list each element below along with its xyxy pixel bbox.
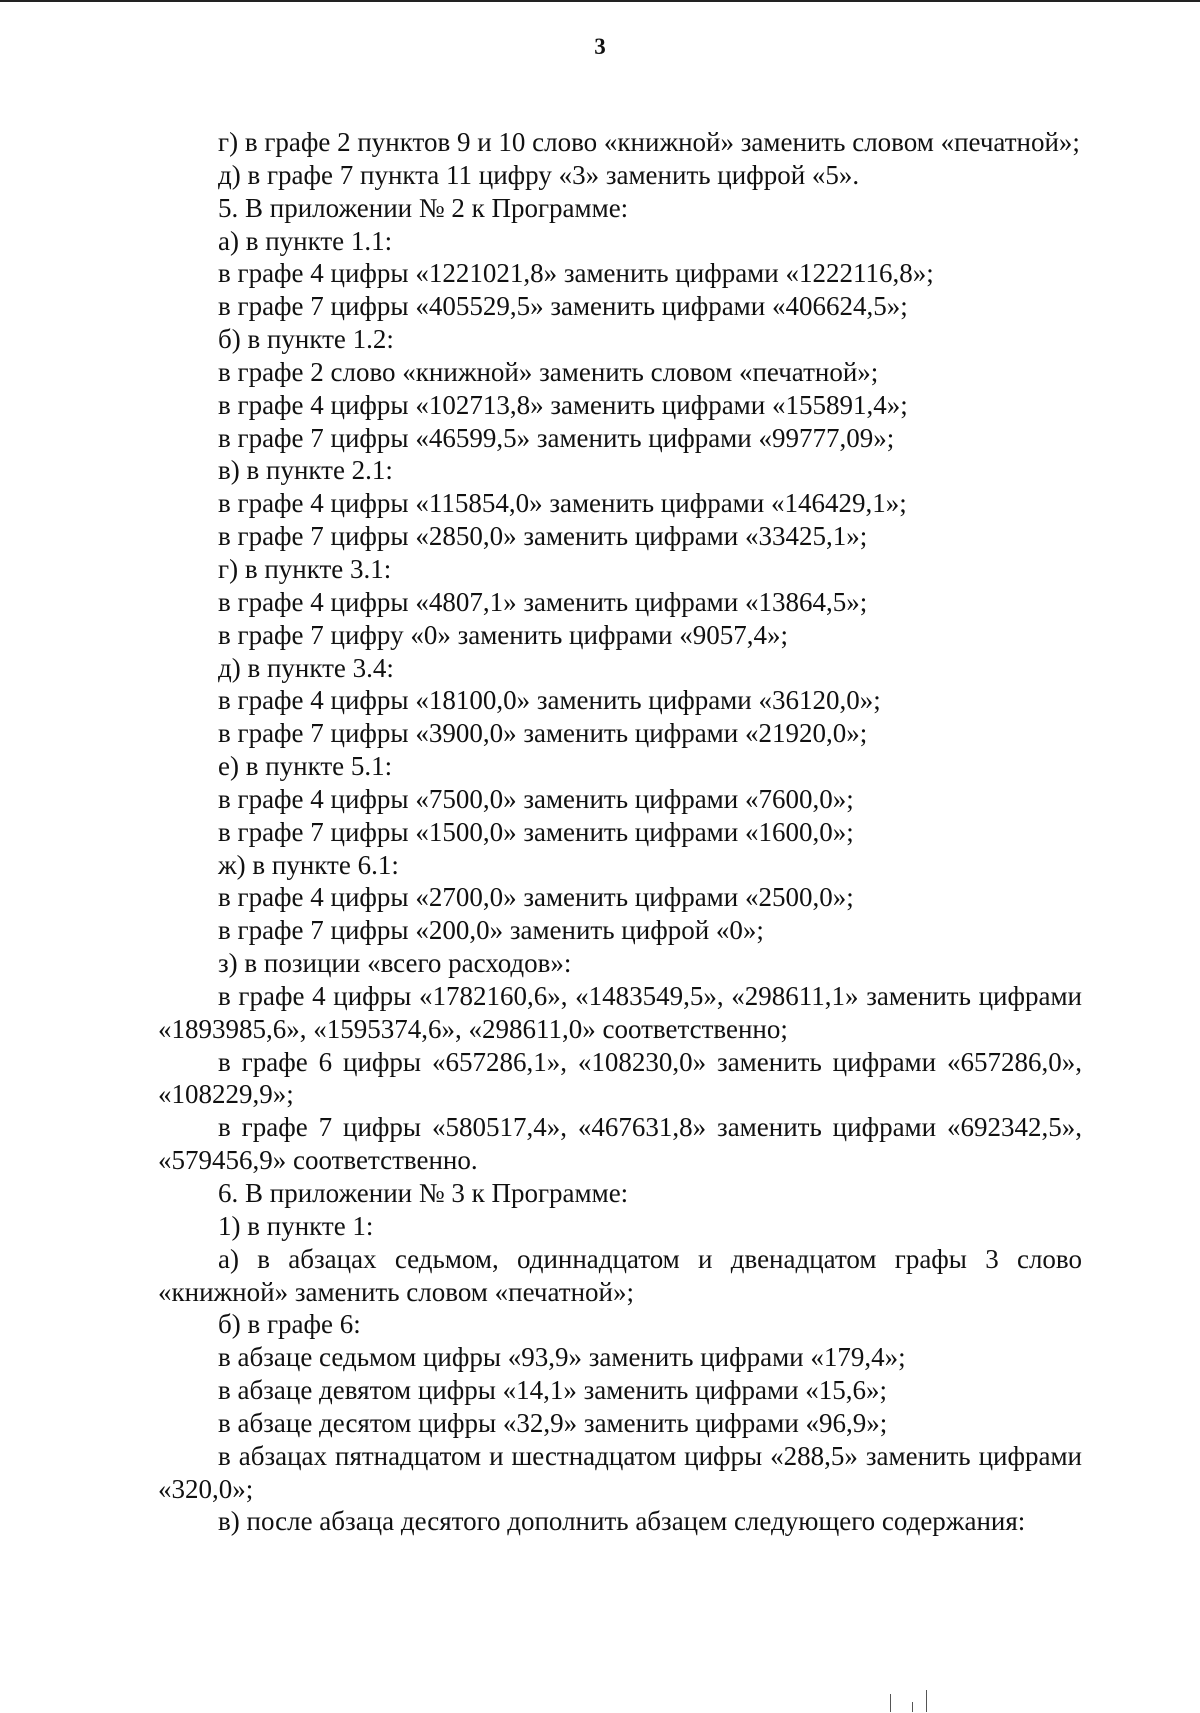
paragraph-27: в графе 4 цифры «1782160,6», «1483549,5», «298611,1» заменить цифрами «1893985,6», «1595374,6», «298611,0» соответственно; [158, 980, 1082, 1044]
paragraph-23: ж) в пункте 6.1: [218, 849, 399, 880]
paragraph-7: б) в пункте 1.2: [218, 324, 394, 355]
paragraph-20: е) в пункте 5.1: [218, 751, 393, 782]
paragraph-21: в графе 4 цифры «7500,0» заменить цифрами «7600,0»; [218, 783, 854, 814]
paragraph-15: в графе 4 цифры «4807,1» заменить цифрами «13864,5»; [218, 586, 868, 617]
paragraph-6: в графе 7 цифры «405529,5» заменить цифрами «406624,5»; [218, 291, 908, 322]
paragraph-14: г) в пункте 3.1: [218, 553, 392, 584]
paragraph-13: в графе 7 цифры «2850,0» заменить цифрами «33425,1»; [218, 521, 868, 552]
paragraph-30: 6. В приложении № 3 к Программе: [218, 1178, 629, 1208]
paragraph-37: в абзацах пятнадцатом и шестнадцатом цифры «288,5» заменить цифрами «320,0»; [158, 1440, 1082, 1504]
paragraph-25: в графе 7 цифры «200,0» заменить цифрой «0»; [218, 915, 764, 946]
paragraph-31: 1) в пункте 1: [218, 1210, 374, 1241]
paragraph-1: г) в графе 2 пунктов 9 и 10 слово «книжной» заменить словом «печатной»; [218, 127, 1080, 157]
paragraph-28: в графе 6 цифры «657286,1», «108230,0» заменить цифрами «657286,0», «108229,9»; [158, 1046, 1082, 1110]
paragraph-33: б) в графе 6: [218, 1309, 361, 1340]
page-number: 3 [594, 34, 606, 59]
paragraph-8: в графе 2 слово «книжной» заменить словом «печатной»; [218, 356, 879, 387]
paragraph-36: в абзаце десятом цифры «32,9» заменить цифрами «96,9»; [218, 1407, 888, 1438]
paragraph-12: в графе 4 цифры «115854,0» заменить цифрами «146429,1»; [218, 488, 907, 519]
paragraph-35: в абзаце девятом цифры «14,1» заменить цифрами «15,6»; [218, 1375, 888, 1406]
paragraph-10: в графе 7 цифры «46599,5» заменить цифрами «99777,09»; [218, 422, 895, 453]
paragraph-3: 5. В приложении № 2 к Программе: [218, 192, 629, 223]
paragraph-16: в графе 7 цифру «0» заменить цифрами «9057,4»; [218, 619, 788, 650]
scan-artifact [890, 1694, 891, 1712]
paragraph-26: з) в позиции «всего расходов»: [218, 948, 572, 979]
paragraph-18: в графе 4 цифры «18100,0» заменить цифрами «36120,0»; [218, 685, 881, 716]
paragraph-5: в графе 4 цифры «1221021,8» заменить цифрами «1222116,8»; [218, 258, 934, 289]
paragraph-2: д) в графе 7 пункта 11 цифру «3» заменить цифрой «5». [218, 159, 860, 190]
paragraph-32: а) в абзацах седьмом, одиннадцатом и двенадцатом графы 3 слово «книжной» заменить словом «печатной»; [158, 1243, 1082, 1307]
document-body [158, 126, 1082, 1538]
paragraph-22: в графе 7 цифры «1500,0» заменить цифрами «1600,0»; [218, 816, 854, 847]
paragraph-24: в графе 4 цифры «2700,0» заменить цифрами «2500,0»; [218, 882, 854, 913]
paragraph-17: д) в пункте 3.4: [218, 652, 394, 683]
paragraph-4: а) в пункте 1.1: [218, 225, 393, 256]
scan-artifact [912, 1702, 913, 1712]
paragraph-34: в абзаце седьмом цифры «93,9» заменить цифрами «179,4»; [218, 1342, 906, 1373]
paragraph-19: в графе 7 цифры «3900,0» заменить цифрами «21920,0»; [218, 718, 868, 749]
paragraph-9: в графе 4 цифры «102713,8» заменить цифрами «155891,4»; [218, 389, 908, 420]
paragraph-29: в графе 7 цифры «580517,4», «467631,8» заменить цифрами «692342,5», «579456,9» соответственно. [158, 1112, 1082, 1176]
scan-artifact [926, 1690, 927, 1712]
paragraph-38: в) после абзаца десятого дополнить абзацем следующего содержания: [218, 1506, 1026, 1537]
paragraph-11: в) в пункте 2.1: [218, 455, 393, 486]
